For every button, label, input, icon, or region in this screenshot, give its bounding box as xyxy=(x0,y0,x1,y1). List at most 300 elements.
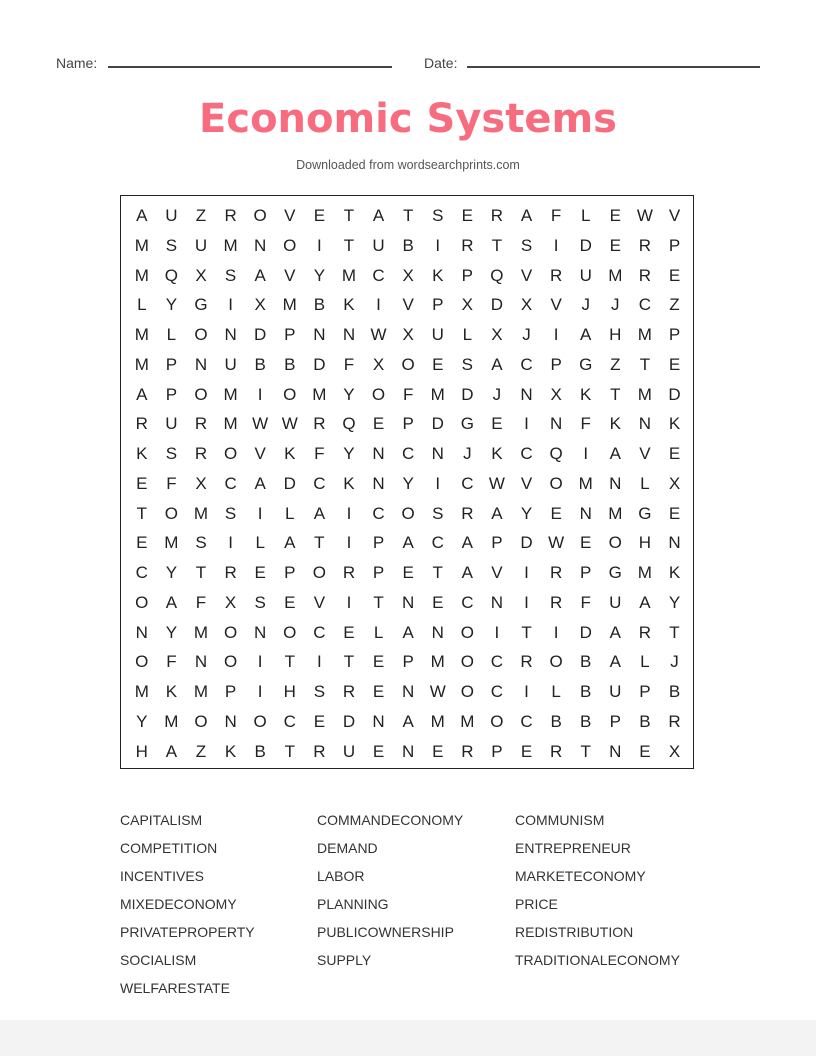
grid-cell[interactable]: S xyxy=(224,265,237,285)
grid-cell[interactable]: X xyxy=(491,325,503,344)
grid-cell[interactable]: P xyxy=(372,563,385,582)
grid-cell[interactable]: R xyxy=(549,741,563,761)
grid-cell[interactable]: E xyxy=(313,711,326,731)
grid-cell[interactable]: I xyxy=(346,533,352,553)
grid-cell[interactable]: D xyxy=(313,354,326,374)
grid-cell[interactable]: Z xyxy=(195,206,207,225)
grid-cell[interactable]: T xyxy=(639,354,651,374)
grid-cell[interactable]: U xyxy=(165,414,178,434)
grid-cell[interactable]: E xyxy=(639,741,651,761)
grid-cell[interactable]: N xyxy=(402,682,415,701)
grid-cell[interactable]: O xyxy=(283,622,297,642)
grid-cell[interactable]: I xyxy=(524,592,529,612)
grid-cell[interactable]: X xyxy=(224,592,237,612)
grid-cell[interactable]: S xyxy=(432,503,444,523)
grid-cell[interactable]: E xyxy=(432,592,444,612)
grid-cell[interactable]: N xyxy=(638,414,652,434)
grid-cell[interactable]: N xyxy=(224,325,237,344)
grid-cell[interactable]: N xyxy=(313,325,326,344)
grid-cell[interactable]: L xyxy=(640,473,650,493)
grid-cell[interactable]: P xyxy=(165,354,178,374)
grid-cell[interactable]: S xyxy=(165,444,178,463)
grid-cell[interactable]: T xyxy=(521,622,532,642)
grid-cell[interactable]: I xyxy=(524,414,529,434)
grid-cell[interactable]: P xyxy=(609,711,621,731)
grid-cell[interactable]: R xyxy=(520,652,533,672)
grid-cell[interactable]: O xyxy=(460,622,474,642)
grid-cell[interactable]: N xyxy=(342,325,356,344)
grid-cell[interactable]: X xyxy=(195,473,207,493)
grid-cell[interactable]: C xyxy=(520,711,533,731)
grid-cell[interactable]: B xyxy=(580,711,592,731)
grid-cell[interactable]: X xyxy=(520,295,533,315)
grid-cell[interactable]: X xyxy=(668,473,681,493)
grid-cell[interactable]: O xyxy=(253,711,267,731)
grid-cell[interactable]: W xyxy=(370,325,387,344)
grid-cell[interactable]: B xyxy=(639,711,651,731)
grid-cell[interactable]: Y xyxy=(343,384,355,404)
grid-cell[interactable]: E xyxy=(550,503,562,523)
grid-cell[interactable]: E xyxy=(136,533,148,553)
grid-cell[interactable]: C xyxy=(461,592,474,612)
grid-cell[interactable]: R xyxy=(549,592,563,612)
grid-cell[interactable]: F xyxy=(402,384,414,404)
grid-cell[interactable]: M xyxy=(164,533,179,553)
grid-cell[interactable]: I xyxy=(524,563,529,582)
grid-cell[interactable]: E xyxy=(668,503,681,523)
grid-cell[interactable]: P xyxy=(372,533,385,553)
grid-cell[interactable]: E xyxy=(372,741,385,761)
grid-cell[interactable]: R xyxy=(461,503,474,523)
grid-cell[interactable]: B xyxy=(580,682,592,701)
grid-cell[interactable]: Z xyxy=(195,741,207,761)
grid-cell[interactable]: M xyxy=(223,414,238,434)
grid-cell[interactable]: F xyxy=(314,444,325,463)
grid-cell[interactable]: P xyxy=(165,384,178,404)
grid-cell[interactable]: P xyxy=(284,563,296,582)
grid-cell[interactable]: F xyxy=(580,592,591,612)
grid-cell[interactable]: U xyxy=(609,682,622,701)
grid-cell[interactable]: G xyxy=(608,563,622,582)
grid-cell[interactable]: R xyxy=(194,444,208,463)
grid-cell[interactable]: S xyxy=(254,592,266,612)
grid-cell[interactable]: J xyxy=(670,652,679,672)
grid-cell[interactable]: S xyxy=(313,682,326,701)
grid-cell[interactable]: N xyxy=(224,711,237,731)
grid-cell[interactable]: V xyxy=(639,444,651,463)
grid-cell[interactable]: E xyxy=(372,682,385,701)
grid-cell[interactable]: M xyxy=(164,711,179,731)
grid-cell[interactable]: C xyxy=(372,503,385,523)
grid-cell[interactable]: O xyxy=(283,235,297,255)
grid-cell[interactable]: O xyxy=(371,384,386,404)
grid-cell[interactable]: A xyxy=(402,533,414,553)
grid-cell[interactable]: O xyxy=(194,384,208,404)
grid-cell[interactable]: V xyxy=(491,563,503,582)
grid-cell[interactable]: S xyxy=(432,206,444,225)
grid-cell[interactable]: R xyxy=(313,414,326,434)
grid-cell[interactable]: A xyxy=(165,592,178,612)
grid-cell[interactable]: N xyxy=(579,503,592,523)
grid-cell[interactable]: R xyxy=(549,563,563,582)
grid-cell[interactable]: K xyxy=(136,444,148,463)
grid-cell[interactable]: I xyxy=(376,295,381,315)
grid-cell[interactable]: M xyxy=(341,265,357,285)
grid-cell[interactable]: P xyxy=(491,741,503,761)
grid-cell[interactable]: E xyxy=(432,354,444,374)
grid-cell[interactable]: R xyxy=(668,711,681,731)
grid-cell[interactable]: Y xyxy=(165,563,178,582)
grid-cell[interactable]: M xyxy=(223,235,238,255)
grid-cell[interactable]: F xyxy=(580,414,591,434)
grid-cell[interactable]: C xyxy=(461,473,474,493)
grid-cell[interactable]: V xyxy=(520,265,533,285)
grid-cell[interactable]: O xyxy=(460,682,474,701)
grid-cell[interactable]: C xyxy=(372,265,385,285)
grid-cell[interactable]: R xyxy=(224,206,237,225)
grid-cell[interactable]: T xyxy=(669,622,680,642)
grid-cell[interactable]: K xyxy=(609,414,621,434)
grid-cell[interactable]: B xyxy=(668,682,681,701)
grid-cell[interactable]: B xyxy=(254,354,266,374)
grid-cell[interactable]: I xyxy=(316,652,322,672)
grid-cell[interactable]: A xyxy=(609,652,621,672)
grid-cell[interactable]: O xyxy=(460,652,474,672)
grid-cell[interactable]: Q xyxy=(342,414,356,434)
grid-cell[interactable]: K xyxy=(224,741,237,761)
grid-cell[interactable]: T xyxy=(491,235,503,255)
grid-cell[interactable]: P xyxy=(432,295,444,315)
grid-cell[interactable]: A xyxy=(491,503,503,523)
grid-cell[interactable]: C xyxy=(283,711,296,731)
grid-cell[interactable]: M xyxy=(223,384,238,404)
grid-cell[interactable]: L xyxy=(551,682,561,701)
grid-cell[interactable]: D xyxy=(520,533,533,553)
grid-cell[interactable]: U xyxy=(342,741,356,761)
grid-cell[interactable]: N xyxy=(194,652,208,672)
grid-cell[interactable]: M xyxy=(608,265,623,285)
grid-cell[interactable]: E xyxy=(372,652,385,672)
grid-cell[interactable]: S xyxy=(195,533,207,553)
grid-cell[interactable]: Y xyxy=(165,295,178,315)
grid-cell[interactable]: U xyxy=(609,592,622,612)
grid-cell[interactable]: R xyxy=(638,622,652,642)
grid-cell[interactable]: E xyxy=(609,235,621,255)
grid-cell[interactable]: X xyxy=(402,265,414,285)
grid-cell[interactable]: I xyxy=(346,503,352,523)
grid-cell[interactable]: I xyxy=(316,235,322,255)
grid-cell[interactable]: J xyxy=(611,295,620,315)
grid-cell[interactable]: N xyxy=(254,235,267,255)
grid-cell[interactable]: P xyxy=(668,325,681,344)
grid-cell[interactable]: M xyxy=(460,711,475,731)
grid-cell[interactable]: N xyxy=(609,741,622,761)
grid-cell[interactable]: A xyxy=(313,503,326,523)
grid-cell[interactable]: X xyxy=(195,265,207,285)
grid-cell[interactable]: T xyxy=(343,206,355,225)
grid-cell[interactable]: I xyxy=(228,295,233,315)
grid-cell[interactable]: C xyxy=(313,622,326,642)
grid-cell[interactable]: Y xyxy=(343,444,355,463)
grid-cell[interactable]: I xyxy=(524,682,529,701)
grid-cell[interactable]: I xyxy=(435,235,441,255)
grid-cell[interactable]: I xyxy=(228,533,233,553)
grid-cell[interactable]: C xyxy=(224,473,237,493)
grid-cell[interactable]: E xyxy=(402,563,414,582)
grid-cell[interactable]: C xyxy=(520,354,533,374)
grid-cell[interactable]: A xyxy=(609,444,621,463)
grid-cell[interactable]: P xyxy=(402,414,414,434)
grid-cell[interactable]: A xyxy=(165,741,178,761)
grid-cell[interactable]: A xyxy=(461,563,473,582)
grid-cell[interactable]: S xyxy=(224,503,237,523)
grid-cell[interactable]: M xyxy=(430,384,445,404)
grid-cell[interactable]: N xyxy=(402,592,415,612)
grid-cell[interactable]: V xyxy=(313,592,326,612)
grid-cell[interactable]: E xyxy=(461,206,473,225)
grid-cell[interactable]: L xyxy=(462,325,473,344)
grid-cell[interactable]: K xyxy=(284,444,296,463)
grid-cell[interactable]: E xyxy=(136,473,148,493)
grid-cell[interactable]: H xyxy=(283,682,296,701)
grid-cell[interactable]: X xyxy=(668,741,681,761)
grid-cell[interactable]: L xyxy=(640,652,650,672)
grid-cell[interactable]: R xyxy=(461,235,474,255)
grid-cell[interactable]: I xyxy=(346,592,352,612)
grid-cell[interactable]: X xyxy=(254,295,266,315)
grid-cell[interactable]: X xyxy=(402,325,414,344)
grid-cell[interactable]: M xyxy=(637,384,652,404)
grid-cell[interactable]: N xyxy=(490,592,504,612)
grid-cell[interactable]: Z xyxy=(669,295,680,315)
grid-cell[interactable]: F xyxy=(166,652,177,672)
grid-cell[interactable]: B xyxy=(284,354,296,374)
grid-cell[interactable]: V xyxy=(284,265,296,285)
grid-cell[interactable]: O xyxy=(312,563,326,582)
grid-cell[interactable]: Y xyxy=(668,592,681,612)
grid-cell[interactable]: C xyxy=(402,444,415,463)
grid-cell[interactable]: T xyxy=(343,235,355,255)
grid-cell[interactable]: B xyxy=(550,711,562,731)
grid-cell[interactable]: E xyxy=(668,265,681,285)
grid-cell[interactable]: A xyxy=(372,206,385,225)
grid-cell[interactable]: R xyxy=(224,563,237,582)
grid-cell[interactable]: O xyxy=(194,325,208,344)
grid-cell[interactable]: Q xyxy=(164,265,178,285)
grid-cell[interactable]: E xyxy=(432,741,444,761)
grid-cell[interactable]: B xyxy=(254,741,266,761)
grid-cell[interactable]: E xyxy=(609,206,621,225)
grid-cell[interactable]: O xyxy=(549,652,563,672)
grid-cell[interactable]: Q xyxy=(490,265,504,285)
grid-cell[interactable]: M xyxy=(430,711,445,731)
grid-cell[interactable]: J xyxy=(463,444,472,463)
grid-cell[interactable]: P xyxy=(639,682,651,701)
grid-cell[interactable]: A xyxy=(402,711,414,731)
grid-cell[interactable]: O xyxy=(490,711,504,731)
grid-cell[interactable]: D xyxy=(254,325,267,344)
grid-cell[interactable]: Z xyxy=(610,354,621,374)
grid-cell[interactable]: M xyxy=(193,622,209,642)
grid-cell[interactable]: M xyxy=(134,354,149,374)
grid-cell[interactable]: P xyxy=(284,325,296,344)
grid-cell[interactable]: L xyxy=(285,503,295,523)
grid-cell[interactable]: O xyxy=(253,206,267,225)
grid-cell[interactable]: N xyxy=(609,473,622,493)
grid-cell[interactable]: T xyxy=(314,533,325,553)
grid-cell[interactable]: N xyxy=(372,711,385,731)
grid-cell[interactable]: C xyxy=(313,473,326,493)
grid-cell[interactable]: R xyxy=(461,741,474,761)
grid-cell[interactable]: S xyxy=(461,354,473,374)
grid-cell[interactable]: T xyxy=(195,563,207,582)
grid-cell[interactable]: W xyxy=(429,682,446,701)
grid-cell[interactable]: C xyxy=(490,652,504,672)
grid-cell[interactable]: R xyxy=(490,206,504,225)
grid-cell[interactable]: V xyxy=(668,206,681,225)
grid-cell[interactable]: M xyxy=(282,295,297,315)
grid-cell[interactable]: T xyxy=(402,206,414,225)
grid-cell[interactable]: T xyxy=(343,652,355,672)
grid-cell[interactable]: P xyxy=(580,563,592,582)
grid-cell[interactable]: G xyxy=(638,503,652,523)
grid-cell[interactable]: M xyxy=(312,384,327,404)
grid-cell[interactable]: F xyxy=(343,354,355,374)
grid-cell[interactable]: C xyxy=(431,533,444,553)
grid-cell[interactable]: I xyxy=(553,325,559,344)
grid-cell[interactable]: V xyxy=(254,444,266,463)
grid-cell[interactable]: E xyxy=(520,741,533,761)
grid-cell[interactable]: A xyxy=(136,384,148,404)
grid-cell[interactable]: Y xyxy=(313,265,326,285)
grid-cell[interactable]: E xyxy=(254,563,266,582)
grid-cell[interactable]: U xyxy=(224,354,237,374)
grid-cell[interactable]: L xyxy=(137,295,147,315)
grid-cell[interactable]: G xyxy=(194,295,208,315)
grid-cell[interactable]: O xyxy=(223,444,238,463)
grid-cell[interactable]: T xyxy=(136,503,147,523)
grid-cell[interactable]: A xyxy=(254,473,266,493)
grid-cell[interactable]: O xyxy=(223,622,238,642)
grid-cell[interactable]: I xyxy=(257,652,263,672)
grid-cell[interactable]: G xyxy=(460,414,474,434)
grid-cell[interactable]: S xyxy=(520,235,533,255)
grid-cell[interactable]: D xyxy=(579,235,592,255)
grid-cell[interactable]: G xyxy=(579,354,593,374)
grid-cell[interactable]: F xyxy=(166,473,177,493)
grid-cell[interactable]: K xyxy=(668,563,681,582)
grid-cell[interactable]: V xyxy=(550,295,562,315)
grid-cell[interactable]: J xyxy=(522,325,531,344)
grid-cell[interactable]: N xyxy=(520,384,533,404)
grid-cell[interactable]: T xyxy=(610,384,621,404)
grid-cell[interactable]: R xyxy=(342,563,356,582)
grid-cell[interactable]: V xyxy=(284,206,296,225)
grid-cell[interactable]: L xyxy=(255,533,265,553)
grid-cell[interactable]: Q xyxy=(549,444,563,463)
grid-cell[interactable]: V xyxy=(402,295,414,315)
grid-cell[interactable]: A xyxy=(136,206,148,225)
grid-cell[interactable]: M xyxy=(608,503,623,523)
grid-cell[interactable]: I xyxy=(257,384,263,404)
grid-cell[interactable]: P xyxy=(224,682,237,701)
grid-cell[interactable]: H xyxy=(135,741,148,761)
grid-cell[interactable]: N xyxy=(372,473,385,493)
grid-cell[interactable]: O xyxy=(135,592,149,612)
grid-cell[interactable]: E xyxy=(372,414,385,434)
grid-cell[interactable]: N xyxy=(135,622,148,642)
grid-cell[interactable]: E xyxy=(668,354,681,374)
grid-cell[interactable]: A xyxy=(461,533,473,553)
grid-cell[interactable]: C xyxy=(135,563,148,582)
grid-cell[interactable]: W xyxy=(252,414,269,434)
grid-cell[interactable]: D xyxy=(431,414,444,434)
grid-cell[interactable]: P xyxy=(550,354,562,374)
grid-cell[interactable]: D xyxy=(490,295,504,315)
grid-cell[interactable]: X xyxy=(461,295,473,315)
grid-cell[interactable]: F xyxy=(550,206,562,225)
grid-cell[interactable]: D xyxy=(668,384,681,404)
grid-cell[interactable]: B xyxy=(402,235,414,255)
grid-cell[interactable]: N xyxy=(549,414,563,434)
grid-cell[interactable]: N xyxy=(431,622,444,642)
grid-cell[interactable]: A xyxy=(284,533,296,553)
grid-cell[interactable]: U xyxy=(431,325,444,344)
grid-cell[interactable]: D xyxy=(283,473,296,493)
grid-cell[interactable]: W xyxy=(488,473,505,493)
grid-cell[interactable]: N xyxy=(194,354,208,374)
grid-cell[interactable]: R xyxy=(194,414,208,434)
grid-cell[interactable]: R xyxy=(342,682,356,701)
grid-cell[interactable]: N xyxy=(431,444,444,463)
grid-cell[interactable]: L xyxy=(166,325,177,344)
grid-cell[interactable]: M xyxy=(637,325,652,344)
grid-cell[interactable]: U xyxy=(165,206,178,225)
grid-cell[interactable]: R xyxy=(549,265,563,285)
grid-cell[interactable]: Y xyxy=(136,711,148,731)
grid-cell[interactable]: R xyxy=(135,414,148,434)
grid-cell[interactable]: A xyxy=(639,592,651,612)
grid-cell[interactable]: M xyxy=(134,235,149,255)
grid-cell[interactable]: X xyxy=(372,354,385,374)
grid-cell[interactable]: C xyxy=(638,295,652,315)
grid-cell[interactable]: E xyxy=(313,206,326,225)
grid-cell[interactable]: R xyxy=(313,741,326,761)
grid-cell[interactable]: D xyxy=(579,622,592,642)
grid-cell[interactable]: V xyxy=(520,473,533,493)
grid-cell[interactable]: W xyxy=(548,533,565,553)
grid-cell[interactable]: I xyxy=(553,235,559,255)
date-field-line[interactable] xyxy=(467,66,760,68)
grid-cell[interactable]: P xyxy=(402,652,414,672)
grid-cell[interactable]: T xyxy=(373,592,384,612)
grid-cell[interactable]: P xyxy=(461,265,473,285)
grid-cell[interactable]: Y xyxy=(520,503,533,523)
grid-cell[interactable]: I xyxy=(435,473,441,493)
grid-cell[interactable]: M xyxy=(134,325,149,344)
grid-cell[interactable]: A xyxy=(254,265,266,285)
grid-cell[interactable]: X xyxy=(550,384,562,404)
grid-cell[interactable]: W xyxy=(636,206,653,225)
grid-cell[interactable]: A xyxy=(491,354,503,374)
grid-cell[interactable]: M xyxy=(134,682,149,701)
grid-cell[interactable]: M xyxy=(193,682,209,701)
grid-cell[interactable]: M xyxy=(193,503,209,523)
grid-cell[interactable]: N xyxy=(372,444,385,463)
grid-cell[interactable]: U xyxy=(194,235,208,255)
grid-cell[interactable]: M xyxy=(578,473,593,493)
grid-cell[interactable]: O xyxy=(401,503,415,523)
